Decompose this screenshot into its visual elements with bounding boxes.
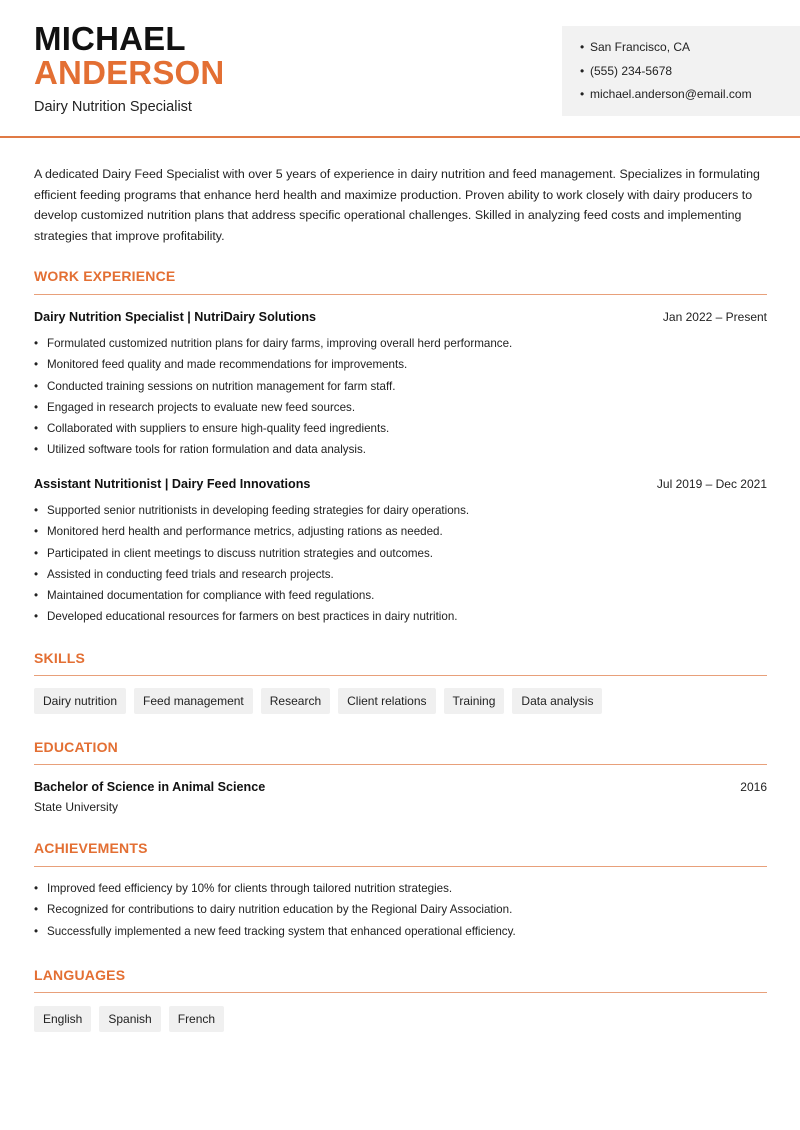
skill-tag: Training bbox=[444, 688, 505, 714]
list-item: • Collaborated with suppliers to ensure high-quality feed ingredients. bbox=[34, 420, 512, 441]
skill-tag: Dairy nutrition bbox=[34, 688, 126, 714]
list-item: • Conducted training sessions on nutrition management for farm staff. bbox=[34, 378, 512, 399]
list-item: • Participated in client meetings to discuss nutrition strategies and outcomes. bbox=[34, 545, 469, 566]
education-school: State University bbox=[34, 800, 119, 814]
contact-list bbox=[580, 38, 752, 109]
list-item: • Developed educational resources for farmers on best practices in dairy nutrition. bbox=[34, 608, 469, 629]
resume-header bbox=[0, 0, 800, 138]
job-role: Dairy Nutrition Specialist bbox=[34, 99, 192, 115]
list-item: • Improved feed efficiency by 10% for clients through tailored nutrition strategies. bbox=[34, 880, 516, 901]
list-item: • Utilized software tools for ration formulation and data analysis. bbox=[34, 441, 512, 462]
contact-phone: • (555) 234-5678 bbox=[580, 62, 752, 86]
section-title-education: EDUCATION bbox=[34, 739, 118, 755]
section-title-experience: WORK EXPERIENCE bbox=[34, 268, 176, 284]
contact-location: • San Francisco, CA bbox=[580, 38, 752, 62]
section-title-achievements: ACHIEVEMENTS bbox=[34, 840, 148, 856]
list-item: • Engaged in research projects to evaluate new feed sources. bbox=[34, 399, 512, 420]
section-rule bbox=[34, 866, 767, 867]
last-name: ANDERSON bbox=[34, 54, 225, 91]
summary-paragraph: A dedicated Dairy Feed Specialist with over 5 years of experience in dairy nutrition and feed management. Specializes in formulating efficient feeding programs that enhance herd health and maximize production. Proven ability to work closely with dairy producers to develop customized nutrition plans that address specific operational challenges. Skilled in analyzing feed costs and implementing strategies that improve profitability. bbox=[34, 167, 760, 243]
list-item: • Monitored feed quality and made recommendations for improvements. bbox=[34, 356, 512, 377]
skill-tag: Data analysis bbox=[512, 688, 602, 714]
list-item: • Assisted in conducting feed trials and research projects. bbox=[34, 566, 469, 587]
language-tag: Spanish bbox=[99, 1006, 160, 1032]
languages-list bbox=[34, 1006, 224, 1032]
skill-tag: Research bbox=[261, 688, 330, 714]
full-name bbox=[34, 22, 224, 90]
list-item: • Supported senior nutritionists in developing feeding strategies for dairy operations. bbox=[34, 502, 469, 523]
job-bullets bbox=[34, 502, 469, 630]
first-name: MICHAEL bbox=[34, 20, 186, 57]
job-date: Jul 2019 – Dec 2021 bbox=[656, 477, 767, 491]
section-rule bbox=[34, 294, 767, 295]
list-item: • Formulated customized nutrition plans for dairy farms, improving overall herd performance. bbox=[34, 335, 512, 356]
section-rule bbox=[34, 675, 767, 676]
list-item: • Successfully implemented a new feed tracking system that enhanced operational efficiency. bbox=[34, 923, 516, 944]
language-tag: English bbox=[34, 1006, 91, 1032]
job-title: Assistant Nutritionist | Dairy Feed Innovations bbox=[34, 477, 311, 491]
achievements-list bbox=[34, 880, 516, 944]
section-title-languages: LANGUAGES bbox=[34, 967, 126, 983]
skill-tag: Feed management bbox=[134, 688, 253, 714]
section-rule bbox=[34, 764, 767, 765]
list-item: • Recognized for contributions to dairy nutrition education by the Regional Dairy Association. bbox=[34, 901, 516, 922]
language-tag: French bbox=[169, 1006, 224, 1032]
section-title-skills: SKILLS bbox=[34, 650, 85, 666]
education-year: 2016 bbox=[740, 780, 767, 794]
education-degree: Bachelor of Science in Animal Science bbox=[34, 780, 266, 794]
job-date: Jan 2022 – Present bbox=[662, 310, 767, 324]
job-bullets bbox=[34, 335, 512, 463]
contact-email: • michael.anderson@email.com bbox=[580, 85, 752, 109]
contact-box bbox=[562, 26, 800, 116]
skill-tag: Client relations bbox=[338, 688, 435, 714]
list-item: • Maintained documentation for compliance with feed regulations. bbox=[34, 587, 469, 608]
job-title: Dairy Nutrition Specialist | NutriDairy Solutions bbox=[34, 310, 317, 324]
skills-list bbox=[34, 688, 602, 714]
section-rule bbox=[34, 992, 767, 993]
list-item: • Monitored herd health and performance metrics, adjusting rations as needed. bbox=[34, 523, 469, 544]
